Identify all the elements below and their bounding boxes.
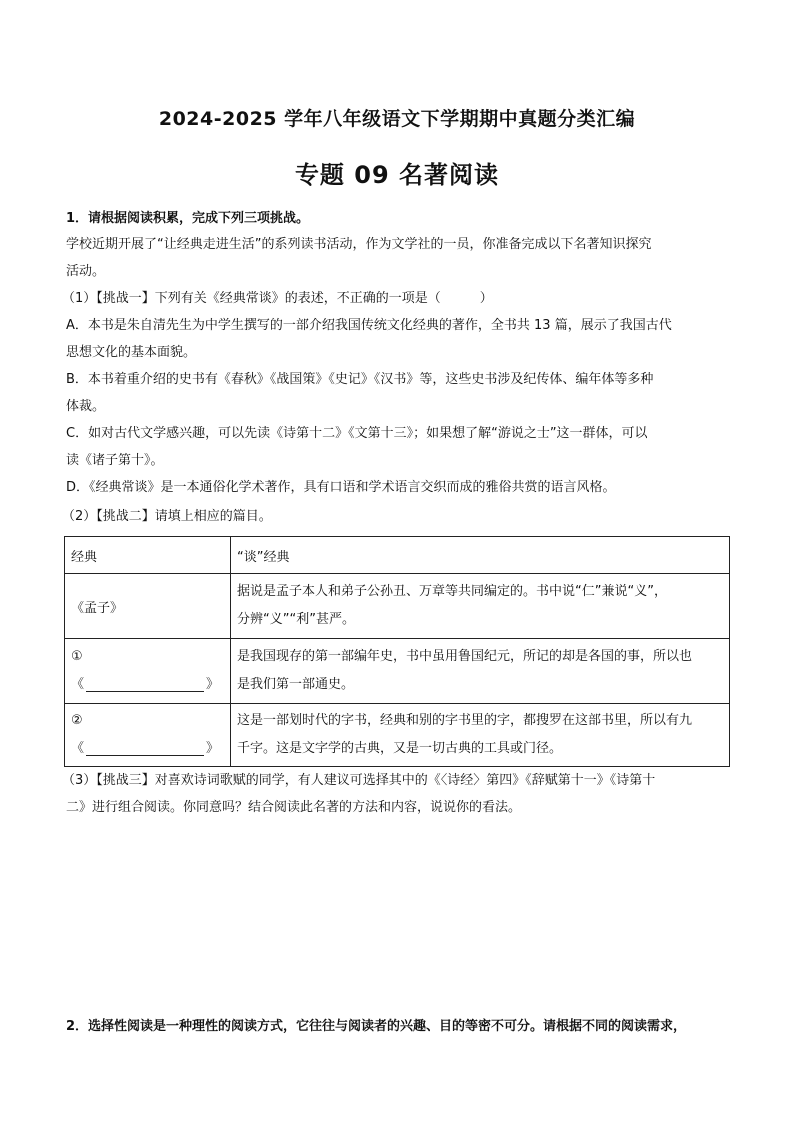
open-bracket: 《 [71,741,85,756]
part-2-prompt: （2）【挑战二】请填上相应的篇目。 [62,509,272,524]
description-cell [231,574,730,639]
fill-in-cell-1 [65,639,231,704]
description-line: 是我们第一部通史。 [237,677,355,692]
option-b-line-1: B．本书着重介绍的史书有《春秋》《战国策》《史记》《汉书》等，这些史书涉及纪传体、编年体等多种 [66,372,654,387]
part-3-prompt-line-1: （3）【挑战三】对喜欢诗词歌赋的同学，有人建议可选择其中的《〈诗经〉第四》《辞赋第十一》《诗第十 [62,773,656,788]
table-row [65,639,730,704]
document-header: 2024-2025 学年八年级语文下学期期中真题分类汇编 [158,108,636,130]
question-2-stem: 2．选择性阅读是一种理性的阅读方式，它往往与阅读者的兴趣、目的等密不可分。请根据不同的阅读需求， [66,1019,687,1034]
fill-in-cell-2 [65,704,231,767]
option-c-line-2: 读《诸子第十》。 [66,453,164,468]
question-1-intro-line-2: 活动。 [66,264,106,279]
page-title: 专题 09 名著阅读 [294,161,500,189]
description-line: 千字。这是文字学的古典，又是一切古典的工具或门径。 [237,741,563,756]
table-row [65,574,730,639]
table-header-cell: “谈”经典 [231,537,730,574]
item-number: ① [71,649,83,664]
description-line: 是我国现存的第一部编年史，书中虽用鲁国纪元，所记的却是各国的事，所以也 [237,649,693,664]
option-d: D．《经典常谈》是一本通俗化学术著作，具有口语和学术语言交织而成的雅俗共赏的语言风格。 [66,480,616,495]
close-bracket: 》 [206,741,220,756]
option-c-line-1: C．如对古代文学感兴趣，可以先读《诗第十二》《文第十三》；如果想了解“游说之士”这一群体，可以 [66,426,648,441]
option-a-line-2: 思想文化的基本面貌。 [66,345,197,360]
answer-blank-2[interactable] [86,741,204,756]
option-a-line-1: A．本书是朱自清先生为中学生撰写的一部介绍我国传统文化经典的著作，全书共 13 篇，展示了我国古代 [66,318,672,333]
table-row [65,704,730,767]
description-cell [231,639,730,704]
item-number: ② [71,713,83,728]
answer-blank-line [71,735,224,763]
table-header-row [65,537,730,574]
description-line: 据说是孟子本人和弟子公孙丑、万章等共同编定的。书中说“仁”兼说“义”， [237,584,667,599]
question-1-intro-line-1: 学校近期开展了“让经典走进生活”的系列读书活动，作为文学社的一员，你准备完成以下名著知识探究 [66,237,652,252]
part-1-prompt: （1）【挑战一】下列有关《经典常谈》的表述，不正确的一项是（ ） [62,291,493,306]
part-3-prompt-line-2: 二》进行组合阅读。你同意吗？结合阅读此名著的方法和内容，说说你的看法。 [66,800,522,815]
option-b-line-2: 体裁。 [66,399,106,414]
question-1-stem: 1．请根据阅读积累，完成下列三项挑战。 [66,211,310,226]
close-bracket: 》 [206,677,220,692]
table-header-cell: 经典 [65,537,231,574]
answer-blank-1[interactable] [86,677,204,692]
description-cell [231,704,730,767]
description-line: 分辨“义”“利”甚严。 [237,612,355,627]
answer-blank-line [71,671,224,699]
description-line: 这是一部划时代的字书，经典和别的字书里的字，都搜罗在这部书里，所以有九 [237,713,693,728]
classics-table [64,536,730,767]
book-title-cell: 《孟子》 [65,574,231,639]
open-bracket: 《 [71,677,85,692]
